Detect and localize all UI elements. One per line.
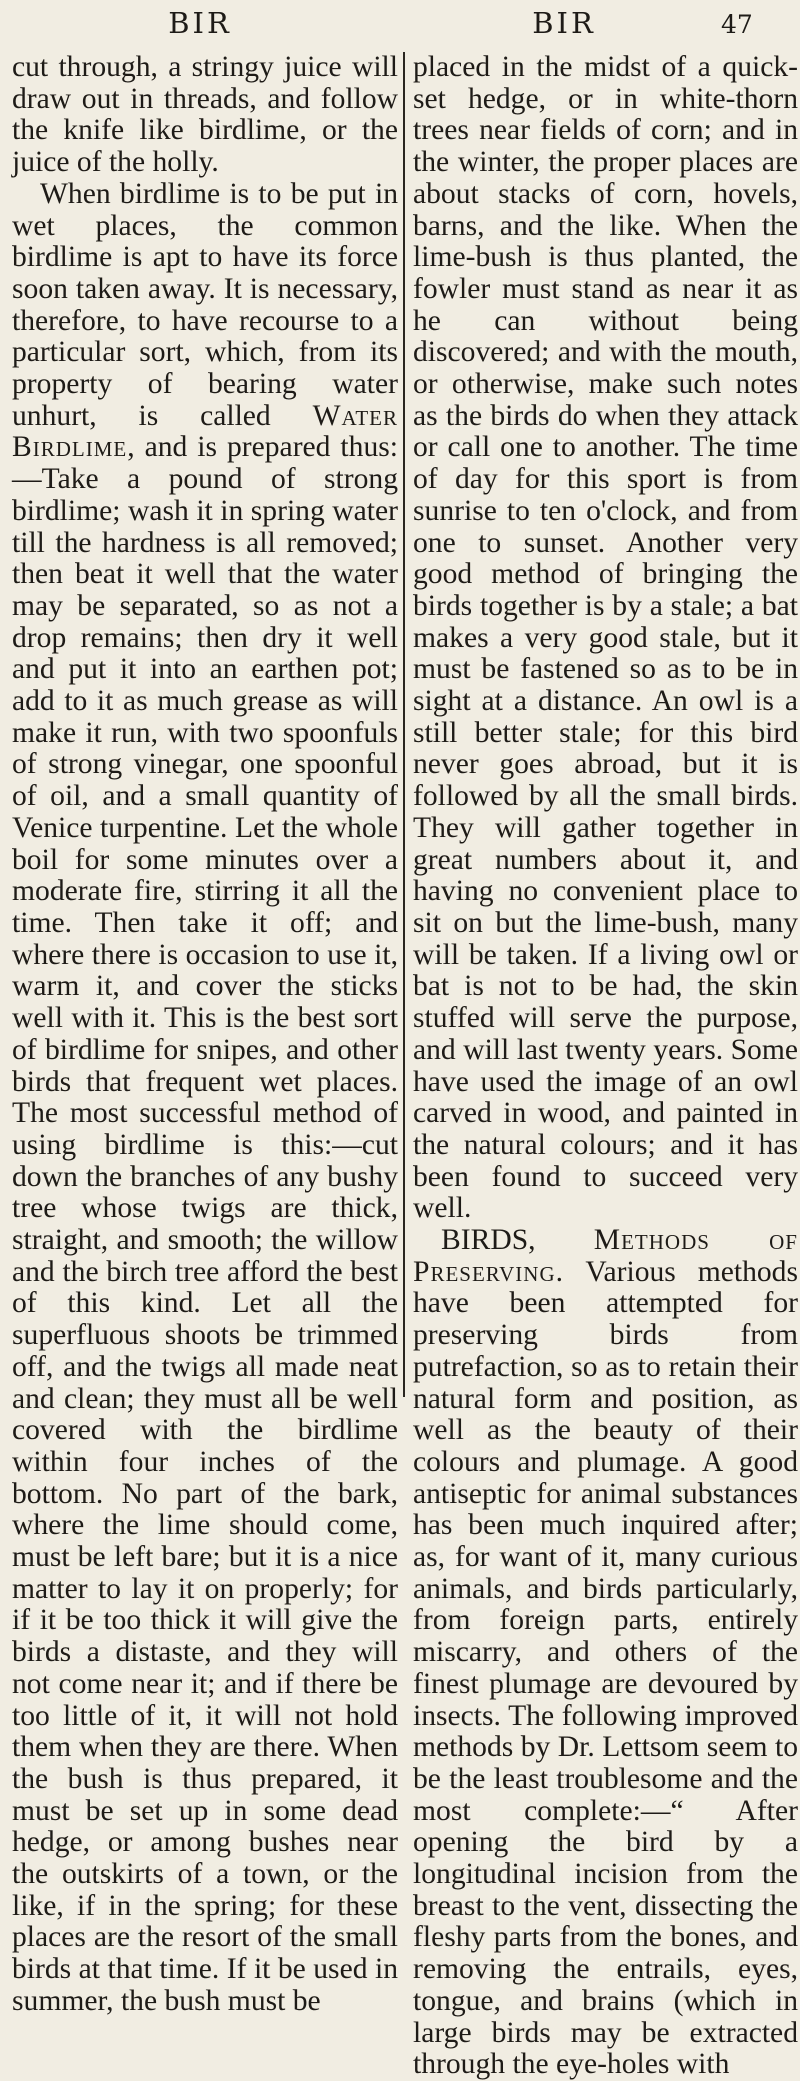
birds-entry <box>413 1225 798 2081</box>
birds-heading: BIRDS, <box>441 1224 594 1257</box>
right-column <box>413 52 798 2081</box>
running-head-right: BIR <box>532 6 596 40</box>
page-header <box>0 6 800 52</box>
water-birdlime-text: , and is prepared thus:—Take a pound of strong birdlime; wash it in spring water till the hardness is all removed; then beat it well that the water may be separated, so as not a drop remains; then dry it well and put it into an earthen pot; add to it as much grease as will make it run, with two spoonfuls of strong vinegar, one spoonful of oil, and a small quantity of Venice turpentine. Let the whole boil for some minutes over a moderate fire, stirring it all the time. Then take it off; and where there is occasion to use it, warm it, and cover the sticks well with it. This is the best sort of birdlime for snipes, and other birds that frequent wet places. The most successful method of using birdlime is this:—cut down the branches of any bushy tree whose twigs are thick, straight, and smooth; the willow and the birch tree afford the best of this kind. Let all the superfluous shoots be trimmed off, and the twigs all made neat and clean; they must all be well covered with the birdlime within four inches of the bottom. No part of the bark, where the lime should come, must be left bare; but it is a nice matter to lay it on properly; for if it be too thick it will give the birds a distaste, and they will not come near it; and if there be too little of it, it will not hold them when they are there. When the bush is thus prepared, it must be set up in some dead hedge, or among bushes near the outskirts of a town, or the like, if in the spring; for these places are the resort of the small birds at that time. If it be used in summer, the bush must be <box>12 431 398 2017</box>
running-head-left: BIR <box>168 6 232 40</box>
birds-entry-text: Various methods have been attempted for preserving birds from putrefaction, so as to retain their natural form and position, as well as the beauty of their colours and plumage. A good antiseptic for animal substances has been much inquired after; as, for want of it, many curious animals, and birds particularly, from foreign parts, entirely miscarry, and others of the finest plumage are devoured by insects. The following improved methods by Dr. Lettsom seem to be the least troublesome and the most complete:—“ After opening the bird by a longitudinal incision from the breast to the vent, dissecting the fleshy parts from the bones, and removing the entrails, eyes, tongue, and brains (which in large birds may be extracted through the eye-holes with <box>413 1255 798 2081</box>
preserving-term: Methods of Preserving. <box>413 1224 798 1288</box>
page-number: 47 <box>721 10 753 39</box>
left-paragraph-2 <box>12 179 398 2018</box>
water-birdlime-term: Water Birdlime <box>12 399 398 464</box>
right-paragraph-1: placed in the midst of a quick-set hedge, or in white-thorn trees near fields of corn; and in the winter, the proper places are about stacks of corn, hovels, barns, and the like. When the lime-bush is thus planted, the fowler must stand as near it as he can without being discovered; and with the mouth, or otherwise, make such notes as the birds do when they attack or call one to another. The time of day for this sport is from sunrise to ten o'clock, and from one to sunset. Another very good method of bringing the birds together is by a stale; a bat makes a very good stale, but it must be fastened so as to be in sight at a distance. An owl is a still better stale; for this bird never goes abroad, but it is followed by all the small birds. They will gather together in great numbers about it, and having no convenient place to sit on but the lime-bush, many will be taken. If a living owl or bat is not to be had, the skin stuffed will serve the purpose, and will last twenty years. Some have used the image of an owl carved in wood, and painted in the natural colours; and it has been found to succeed very well. <box>413 51 798 1225</box>
left-column <box>12 52 398 2018</box>
water-birdlime-intro: When birdlime is to be put in wet places, the common birdlime is apt to have its force soon taken away. It is necessary, therefore, to have recourse to a particular sort, which, from its property of bearing water unhurt, is called <box>12 177 398 432</box>
column-divider <box>403 52 405 1397</box>
left-paragraph-1: cut through, a stringy juice will draw out in threads, and follow the knife like birdlime, or the juice of the holly. <box>12 51 398 179</box>
